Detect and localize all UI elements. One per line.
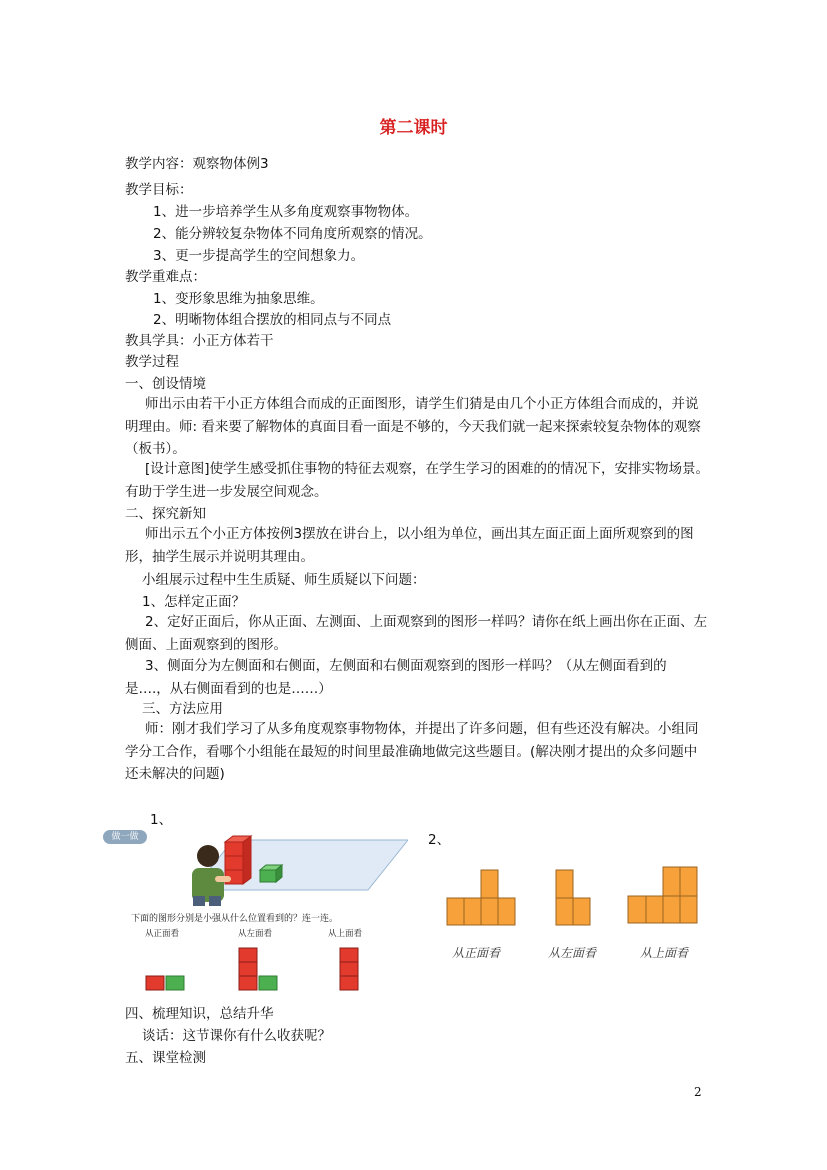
goal-item: 2、能分辨较复杂物体不同角度所观察的情况。 xyxy=(153,226,432,242)
paragraph: 师：刚才我们学习了从多角度观察事物物体，并提出了许多问题，但有些还没有解决。小组同学分工合作，看哪个小组能在最短的时间里最准确地做完这些题目。(解决刚才提出的众多问题中还未解决的问题) xyxy=(125,721,699,783)
key-item: 2、明晰物体组合摆放的相同点与不同点 xyxy=(153,312,392,328)
section-heading: 五、课堂检测 xyxy=(125,1050,206,1066)
process-heading: 教学过程 xyxy=(125,354,179,370)
figure-1 xyxy=(103,818,408,1000)
content-line: 教学内容：观察物体例3 xyxy=(125,156,269,172)
question-item: 1、怎样定正面？ xyxy=(142,594,246,610)
section-heading: 三、方法应用 xyxy=(142,701,223,717)
paragraph: 师出示五个小正方体按例3摆放在讲台上，以小组为单位，画出其左面正面上面所观察到的图形，抽学生展示并说明其理由。 xyxy=(125,526,694,565)
design-intent: [设计意图]使学生感受抓住事物的特征去观察，在学生学习的困难的的情况下，安排实物场景。有助于学生进一步发展空间观念。 xyxy=(125,461,710,500)
answer-shapes xyxy=(103,818,408,1000)
section-heading: 二、探究新知 xyxy=(125,506,206,522)
goals-heading: 教学目标： xyxy=(125,182,193,198)
goal-item: 3、更一步提高学生的空间想象力。 xyxy=(153,248,365,264)
section-heading: 一、创设情境 xyxy=(125,376,206,392)
figure-number: 1、 xyxy=(150,812,173,828)
paragraph: 师出示由若干小正方体组合而成的正面图形，请学生们猜是由几个小正方体组合而成的，并说明理由。师: 看来要了解物体的真面目看一面是不够的，今天我们就一起来探索较复杂物体的观察（板书）。 xyxy=(125,396,701,458)
caption: 从上面看 xyxy=(328,929,363,939)
figure-number: 2、 xyxy=(428,832,451,848)
caption: 从左面看 xyxy=(238,929,273,939)
paragraph: 小组展示过程中生生质疑、师生质疑以下问题： xyxy=(142,572,426,588)
question-item: 3、侧面分为左侧面和右侧面，左侧面和右侧面观察到的图形一样吗？（从左侧面看到的是….，从右侧面看到的也是……） xyxy=(125,658,667,697)
exercise-instruction: 下面的图形分别是小强从什么位置看到的？连一连。 xyxy=(131,914,339,924)
key-item: 1、变形象思维为抽象思维。 xyxy=(153,291,324,307)
caption: 从正面看 xyxy=(145,929,180,939)
caption: 从左面看 xyxy=(548,946,597,960)
figure-2 xyxy=(440,860,700,970)
caption: 从上面看 xyxy=(640,946,689,960)
question-item: 2、定好正面后，你从正面、左测面、上面观察到的图形一样吗？请你在纸上画出你在正面、左侧面、上面观察到的图形。 xyxy=(125,614,708,653)
caption: 从正面看 xyxy=(452,946,501,960)
exercise-badge: 做一做 xyxy=(103,830,147,844)
key-heading: 教学重难点： xyxy=(125,269,206,285)
talk-line: 谈话：这节课你有什么收获呢？ xyxy=(142,1028,331,1044)
tools-line: 教具学具：小正方体若干 xyxy=(125,333,274,349)
section-heading: 四、梳理知识，总结升华 xyxy=(125,1006,274,1022)
goal-item: 1、进一步培养学生从多角度观察事物物体。 xyxy=(153,204,419,220)
page-title: 第二课时 xyxy=(379,118,448,138)
page-number: 2 xyxy=(694,1085,702,1099)
